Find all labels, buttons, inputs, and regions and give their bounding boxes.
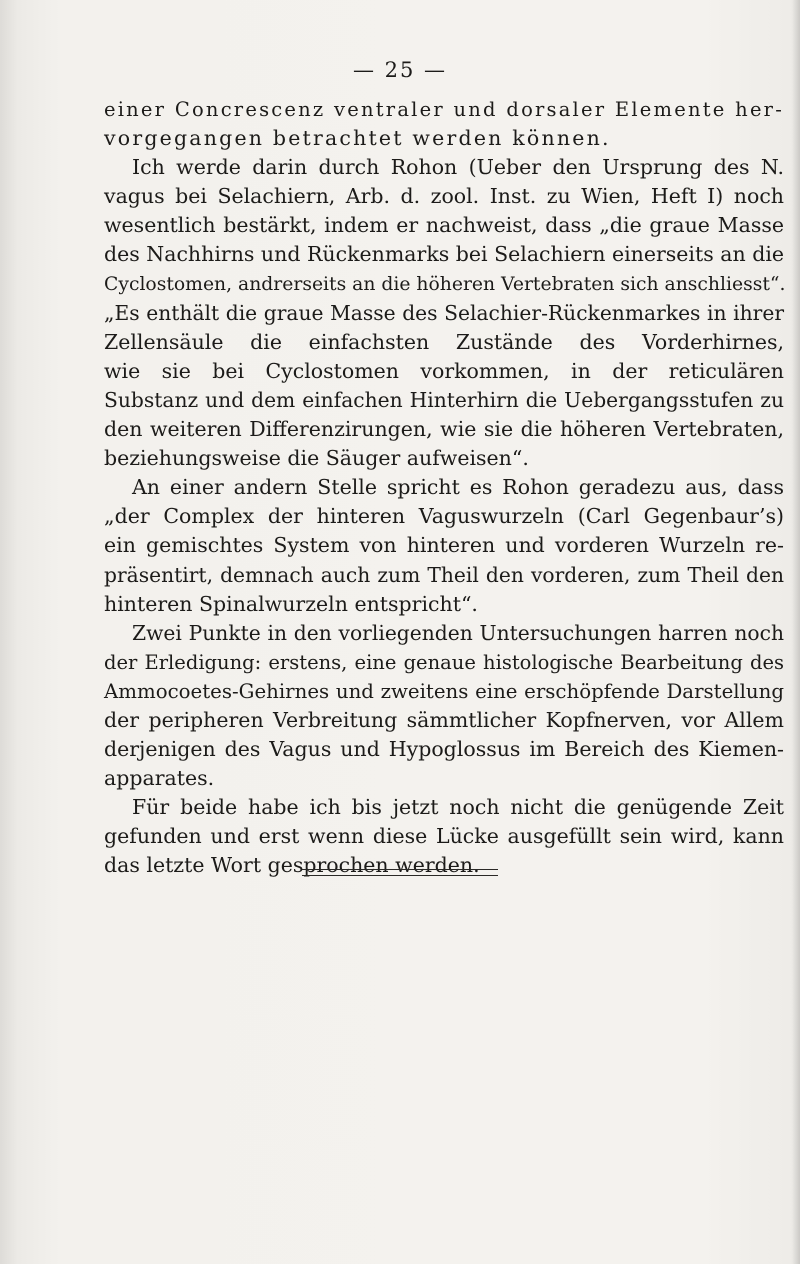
end-rule-bottom [302,875,498,876]
text-line: vorgegangen betrachtet werden können. [104,126,611,151]
text-line: der Erledigung: erstens, eine genaue histologische Bearbeitung des [104,650,784,674]
text-line: Cyclostomen, andrerseits an die höheren Vertebraten sich anschliesst“. [104,273,786,295]
paragraph-start-line: An einer andern Stelle spricht es Rohon geradezu aus, dass [132,475,784,500]
end-rule-top [302,869,498,870]
paragraph-start-line: Zwei Punkte in den vorliegenden Untersuchungen harren noch [132,620,784,645]
text-line: gefunden und erst wenn diese Lücke ausgefüllt sein wird, kann [104,824,784,849]
text-line: des Nachhirns und Rückenmarks bei Selachiern einerseits an die [104,242,785,267]
text-line: hinteren Spinalwurzeln entspricht“. [104,591,478,616]
text-line: vagus bei Selachiern, Arb. d. zool. Inst. zu Wien, Heft I) noch [104,184,784,209]
text-line: einer Concrescenz ventraler und dorsaler Elemente her- [104,98,784,121]
text-line: apparates. [104,766,215,791]
text-line: „Es enthält die graue Masse des Selachier-Rückenmarkes in ihrer [104,300,784,325]
text-line: Zellensäule die einfachsten Zustände des Vorderhirnes, [104,329,784,354]
text-line: derjenigen des Vagus und Hypoglossus im Bereich des Kiemen- [104,737,784,762]
page-left-shadow [0,0,18,1264]
text-line: wesentlich bestärkt, indem er nachweist, dass „die graue Masse [104,213,784,238]
text-line: das letzte Wort gesprochen werden. [104,853,480,878]
text-line: der peripheren Verbreitung sämmtlicher Kopfnerven, vor Allem [104,707,784,732]
text-line: beziehungsweise die Säuger aufweisen“. [104,446,529,471]
page-number: — 25 — [352,58,448,82]
page-right-shadow [792,0,800,1264]
text-line: den weiteren Differenzirungen, wie sie die höheren Vertebraten, [104,417,784,442]
text-line: Ammocoetes-Gehirnes und zweitens eine erschöpfende Darstellung [104,679,784,703]
text-line: wie sie bei Cyclostomen vorkommen, in der reticulären [104,358,784,383]
text-line: Substanz und dem einfachen Hinterhirn die Uebergangsstufen zu [104,387,784,412]
paragraph-start-line: Für beide habe ich bis jetzt noch nicht die genügende Zeit [132,795,784,820]
body-text [104,95,784,881]
text-line: präsentirt, demnach auch zum Theil den vorderen, zum Theil den [104,562,784,587]
text-line: ein gemischtes System von hinteren und vorderen Wurzeln re- [104,533,784,558]
paragraph-start-line: Ich werde darin durch Rohon (Ueber den Ursprung des N. [132,155,784,180]
text-line: „der Complex der hinteren Vaguswurzeln (Carl Gegenbaur’s) [104,504,784,529]
